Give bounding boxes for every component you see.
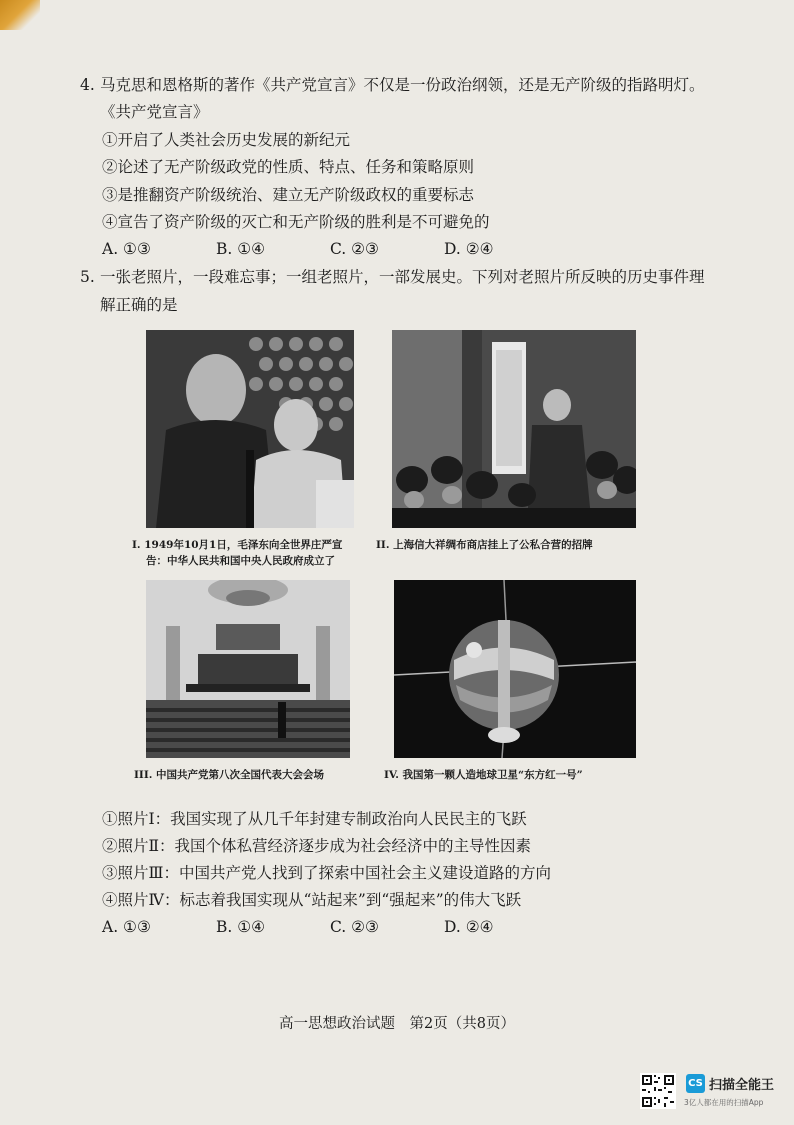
- q5-option-a[interactable]: A. ①③: [102, 918, 151, 936]
- q5-stem-line1: 一张老照片，一段难忘事；一组老照片，一部发展史。下列对老照片所反映的历史事件理: [100, 268, 705, 286]
- q4-item-4: ④宣告了资产阶级的灭亡和无产阶级的胜利是不可避免的: [102, 213, 490, 231]
- q4-option-b[interactable]: B. ①④: [216, 240, 266, 258]
- q5-option-b[interactable]: B. ①④: [216, 918, 266, 936]
- q4-option-d[interactable]: D. ②④: [444, 240, 494, 258]
- q4-item-1: ①开启了人类社会历史发展的新纪元: [102, 131, 351, 149]
- photo-1-caption-line1: I. 1949年10月1日，毛泽东向全世界庄严宣: [132, 539, 343, 551]
- photo-3-eighth-congress-hall: [146, 580, 350, 758]
- q5-item-1: ①照片Ⅰ：我国实现了从几千年封建专制政治向人民民主的飞跃: [102, 810, 527, 828]
- photo-1-founding-ceremony: [146, 330, 354, 528]
- q4-number: 4.: [80, 76, 95, 94]
- photo-1-caption-line2: 告：中华人民共和国中央人民政府成立了: [146, 555, 335, 567]
- photo-3-caption: III. 中国共产党第八次全国代表大会会场: [134, 769, 325, 781]
- camscanner-logo-icon: CS: [686, 1074, 705, 1093]
- q4-stem-line1: 马克思和恩格斯的著作《共产党宣言》不仅是一份政治纲领，还是无产阶级的指路明灯。: [100, 76, 705, 94]
- photo-4-caption: IV. 我国第一颗人造地球卫星“东方红一号”: [384, 769, 583, 781]
- q4-item-2: ②论述了无产阶级政党的性质、特点、任务和策略原则: [102, 158, 475, 176]
- q5-stem-line2: 解正确的是: [100, 296, 178, 314]
- q4-stem-line2: 《共产党宣言》: [100, 103, 209, 121]
- photo-2-joint-venture-sign: [392, 330, 636, 528]
- q5-option-d[interactable]: D. ②④: [444, 918, 494, 936]
- q5-option-c[interactable]: C. ②③: [330, 918, 379, 936]
- q4-option-c[interactable]: C. ②③: [330, 240, 379, 258]
- q4-option-a[interactable]: A. ①③: [102, 240, 151, 258]
- q5-options: [102, 916, 494, 938]
- q4-item-3: ③是推翻资产阶级统治、建立无产阶级政权的重要标志: [102, 186, 475, 204]
- scanner-app-tagline: 3亿人都在用的扫描App: [684, 1098, 764, 1107]
- q5-item-3: ③照片Ⅲ：中国共产党人找到了探索中国社会主义建设道路的方向: [102, 864, 551, 882]
- page-footer: 高一思想政治试题 第2页（共8页）: [279, 1016, 515, 1032]
- q5-item-2: ②照片Ⅱ：我国个体私营经济逐步成为社会经济中的主导性因素: [102, 837, 532, 855]
- q5-number: 5.: [80, 268, 95, 286]
- photo-2-caption: II. 上海信大祥绸布商店挂上了公私合营的招牌: [376, 539, 593, 551]
- qr-code-icon: [640, 1073, 676, 1109]
- scanner-app-name: 扫描全能王: [709, 1078, 775, 1093]
- page-corner-decoration: [0, 0, 40, 30]
- q5-item-4: ④照片Ⅳ：标志着我国实现从“站起来”到“强起来”的伟大飞跃: [102, 891, 522, 909]
- q4-options: [102, 238, 494, 260]
- photo-4-dongfanghong-satellite: [394, 580, 636, 758]
